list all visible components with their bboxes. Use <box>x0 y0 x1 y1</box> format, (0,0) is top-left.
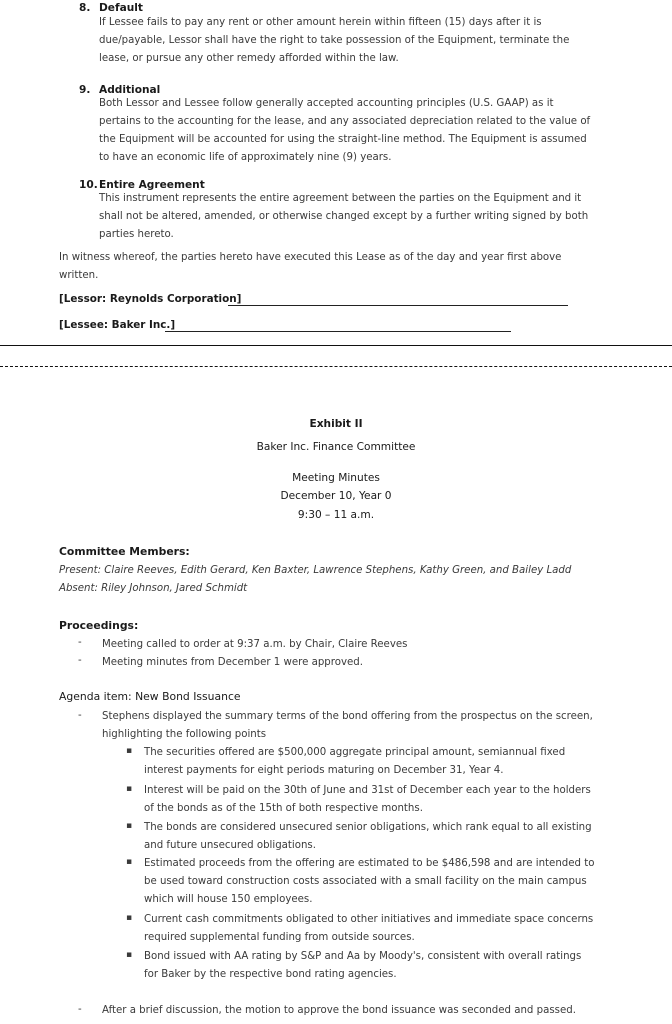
committee-members-heading: Committee Members: <box>59 545 190 558</box>
document-title: Meeting Minutes <box>292 472 380 484</box>
agenda-intro: Stephens displayed the summary terms of the bond offering from the prospectus on the screen, highlighting the following points <box>102 711 593 740</box>
proceedings-heading: Proceedings: <box>59 619 139 632</box>
page-break-divider <box>0 366 672 367</box>
bond-point-cash-commitments: Current cash commitments obligated to other initiatives and immediate space concerns required supplemental funding from outside sources. <box>144 914 594 943</box>
section-title-entire-agreement: Entire Agreement <box>99 179 205 191</box>
dash-bullet: - <box>78 1004 82 1015</box>
square-bullet: ▪ <box>126 950 133 960</box>
section-number: 10. <box>79 179 98 191</box>
section-title-additional: Additional <box>99 84 161 96</box>
section-body-entire-agreement: This instrument represents the entire agreement between the parties on the Equipment and it shall not be altered, amended, or otherwise changed except by a further writing signed by both parties hereto. <box>99 193 589 240</box>
exhibit-label: Exhibit II <box>309 418 363 430</box>
proceeding-item: Meeting minutes from December 1 were approved. <box>102 657 363 668</box>
square-bullet: ▪ <box>126 913 133 923</box>
bond-point-proceeds: Estimated proceeds from the offering are estimated to be $486,598 and are intended to be used toward construction costs associated with a small facility on the main campus which will house 150 employees. <box>144 858 595 905</box>
section-body-default: If Lessee fails to pay any rent or other amount herein within fifteen (15) days after it is due/payable, Lessor shall have the right to take possession of the Equipment, terminate the lease, or pursue any other remedy afforded within the law. <box>99 17 570 64</box>
dash-bullet: - <box>78 710 82 721</box>
square-bullet: ▪ <box>126 821 133 831</box>
lease-page <box>0 0 672 346</box>
dash-bullet: - <box>78 655 82 666</box>
lessor-signature-line <box>228 305 568 306</box>
dash-bullet: - <box>78 637 82 648</box>
lessor-signature-label: [Lessor: Reynolds Corporation] <box>59 293 242 305</box>
meeting-time: 9:30 – 11 a.m. <box>297 509 375 521</box>
section-number: 8. <box>79 2 91 14</box>
bond-point-interest: Interest will be paid on the 30th of June and 31st of December each year to the holders of the bonds as of the 15th of both respective months. <box>144 785 591 814</box>
section-body-additional: Both Lessor and Lessee follow generally accepted accounting principles (U.S. GAAP) as it pertains to the accounting for the lease, and any associated depreciation related to the value of the Equipment will be accounted for using the straight-line method. The Equipment is assumed to have an economic life of approximately nine (9) years. <box>99 98 591 163</box>
square-bullet: ▪ <box>126 784 133 794</box>
square-bullet: ▪ <box>126 746 133 756</box>
section-title-default: Default <box>99 2 143 14</box>
section-number: 9. <box>79 84 91 96</box>
bond-point-rating: Bond issued with AA rating by S&P and Aa by Moody's, consistent with overall ratings for Baker by the respective bond rating agencies. <box>144 951 582 980</box>
closing-statement: After a brief discussion, the motion to approve the bond issuance was seconded and passed. <box>102 1005 576 1016</box>
lessee-signature-label: [Lessee: Baker Inc.] <box>59 319 176 331</box>
committee-name: Baker Inc. Finance Committee <box>256 441 416 453</box>
meeting-date: December 10, Year 0 <box>280 490 392 502</box>
bond-point-securities: The securities offered are $500,000 aggregate principal amount, semiannual fixed interest payments for eight periods maturing on December 31, Year 4. <box>144 747 566 776</box>
lessee-signature-line <box>165 331 511 332</box>
square-bullet: ▪ <box>126 857 133 867</box>
witness-clause: In witness whereof, the parties hereto have executed this Lease as of the day and year first above written. <box>59 252 562 281</box>
bond-point-obligations: The bonds are considered unsecured senior obligations, which rank equal to all existing and future unsecured obligations. <box>144 822 592 851</box>
page-bottom-rule <box>0 345 672 346</box>
present-members: Present: Claire Reeves, Edith Gerard, Ken Baxter, Lawrence Stephens, Kathy Green, and Bailey Ladd <box>59 565 572 576</box>
agenda-heading: Agenda item: New Bond Issuance <box>59 690 241 703</box>
proceeding-item: Meeting called to order at 9:37 a.m. by Chair, Claire Reeves <box>102 639 408 650</box>
absent-members: Absent: Riley Johnson, Jared Schmidt <box>59 583 248 594</box>
